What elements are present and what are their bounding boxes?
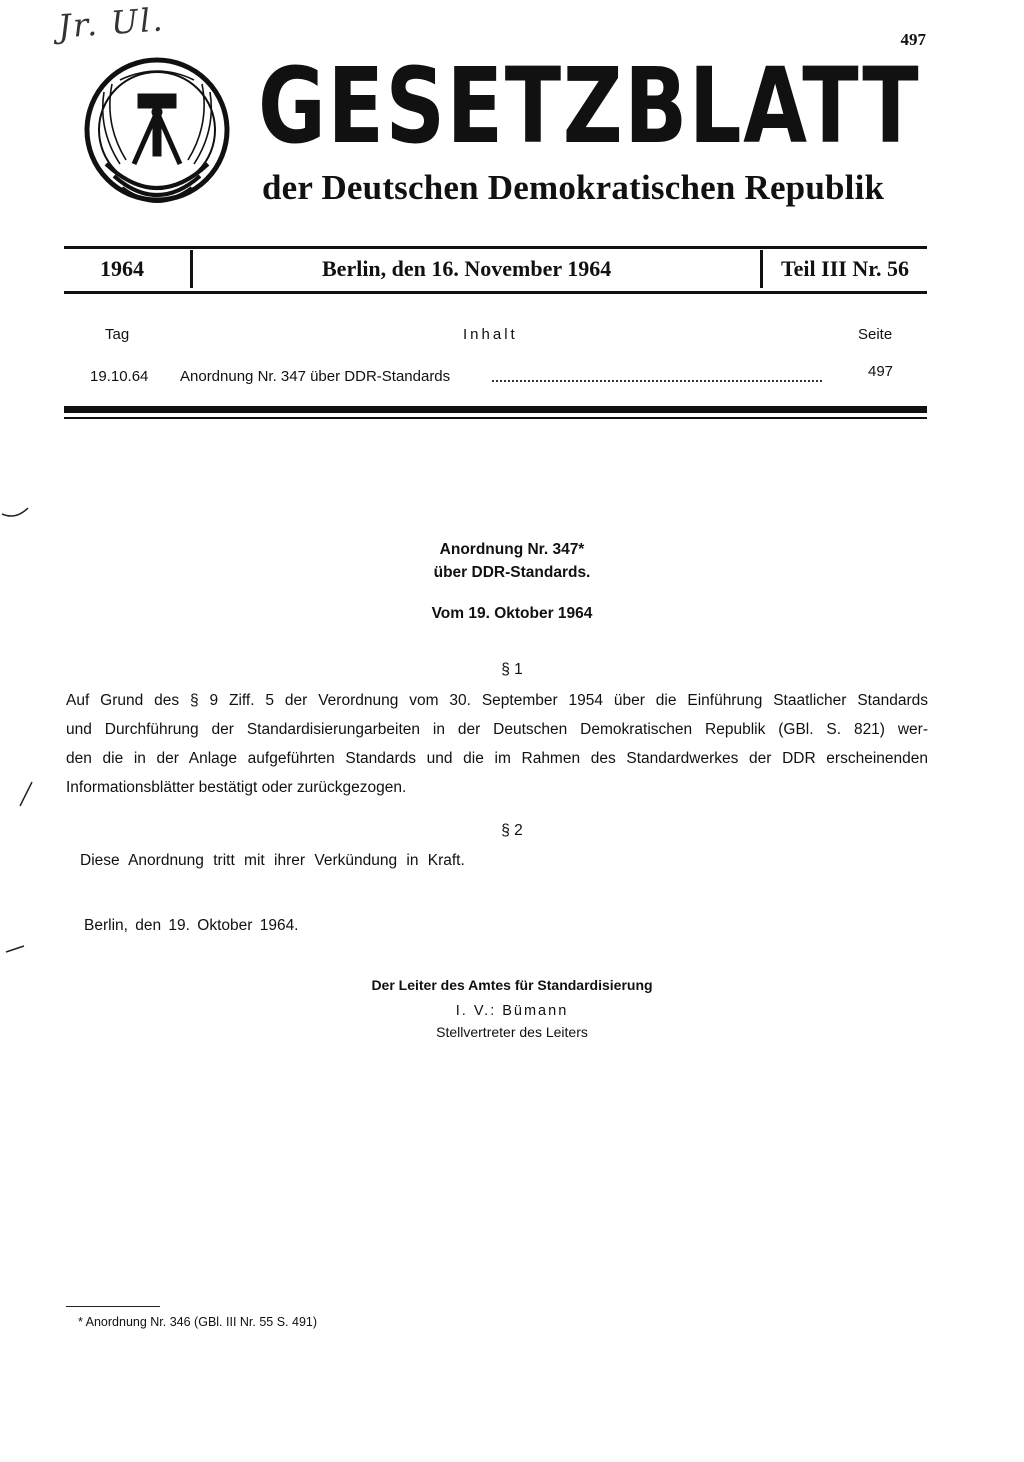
signatory-name: I. V.: Bümann	[455, 1003, 569, 1019]
footnote-rule	[66, 1306, 160, 1307]
page-number: 497	[900, 30, 926, 49]
section1-line: Informationsblätter bestätigt oder zurückgezogen.	[66, 779, 407, 796]
header-bottom-rule	[64, 291, 927, 294]
footnote: * Anordnung Nr. 346 (GBl. III Nr. 55 S. 491)	[78, 1315, 318, 1329]
contents-leader-dots	[492, 368, 822, 382]
section1-label: § 1	[501, 661, 523, 678]
masthead-title: GESETZBLATT	[258, 45, 921, 167]
section1-paragraph	[66, 686, 928, 802]
signatory-office: Der Leiter des Amtes für Standardisierung	[371, 977, 653, 993]
section1-line: den die in der Anlage aufgeführten Standards und die im Rahmen des Standardwerkes der DDR erscheinenden	[66, 750, 928, 767]
contents-entry-title: Anordnung Nr. 347 über DDR-Standards	[180, 368, 451, 385]
header-place-date: Berlin, den 16. November 1964	[322, 256, 612, 281]
section2-label: § 2	[501, 822, 523, 839]
contents-thick-rule	[64, 406, 927, 413]
order-place-date: Berlin, den 19. Oktober 1964.	[84, 917, 299, 934]
signatory-role: Stellvertreter des Leiters	[436, 1024, 588, 1040]
header-issue: Teil III Nr. 56	[781, 256, 909, 281]
header-top-rule	[64, 246, 927, 249]
contents-thin-rule	[64, 417, 927, 419]
contents-col-day: Tag	[105, 326, 130, 343]
contents-entry-date: 19.10.64	[90, 368, 149, 385]
contents-entry-page: 497	[868, 363, 894, 380]
header-divider-left	[190, 250, 193, 288]
header-year: 1964	[100, 256, 144, 281]
header-divider-right	[760, 250, 763, 288]
masthead-subtitle: der Deutschen Demokratischen Republik	[262, 168, 885, 207]
contents-col-content: Inhalt	[463, 326, 518, 343]
section1-line: und Durchführung der Standardisierungarbeiten in der Deutschen Demokratischen Republik (GBl. S. 821) wer-	[66, 721, 928, 738]
section2-text: Diese Anordnung tritt mit ihrer Verkündung in Kraft.	[80, 852, 465, 869]
handwritten-note: Jr. Ul.	[56, 0, 166, 46]
order-dated: Vom 19. Oktober 1964	[431, 605, 593, 622]
contents-col-page: Seite	[858, 326, 893, 343]
state-emblem-icon	[82, 52, 232, 212]
order-heading-line1: Anordnung Nr. 347*	[439, 541, 585, 558]
section1-line: Auf Grund des § 9 Ziff. 5 der Verordnung vom 30. September 1954 über die Einführung Staatlicher Standards	[66, 692, 928, 709]
order-heading-line2: über DDR-Standards.	[433, 564, 591, 581]
